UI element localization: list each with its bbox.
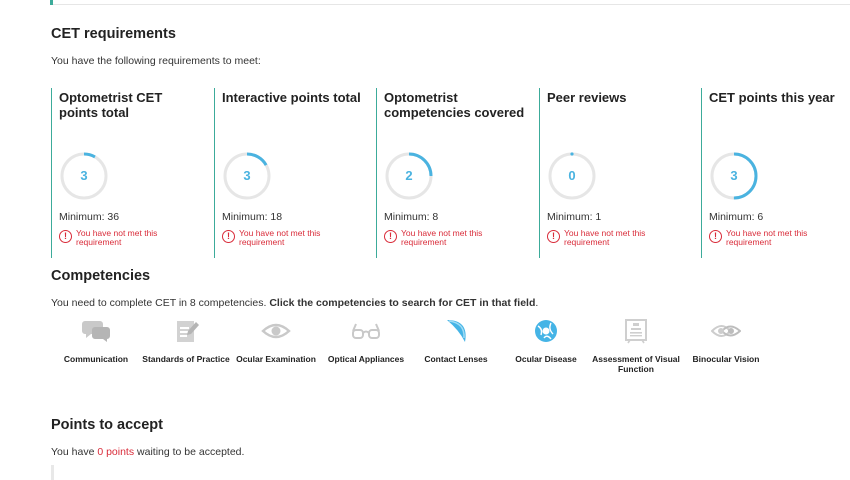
competency-assessment-of-visual-function[interactable] [591, 318, 681, 374]
eye-icon [261, 318, 291, 344]
requirement-card-competencies-covered [376, 88, 526, 258]
requirement-minimum: Minimum: 36 [59, 211, 120, 223]
warning-text: You have not met this requirement [564, 228, 646, 247]
competency-label: Assessment of Visual Function [592, 354, 680, 374]
warning-icon: ! [547, 230, 560, 243]
eye-chart-icon [621, 318, 651, 344]
requirement-warning [384, 229, 524, 247]
requirement-title: Optometrist CET points total [59, 90, 163, 120]
requirement-warning [222, 229, 362, 247]
progress-value: 3 [243, 168, 251, 183]
warning-text: You have not met this requirement [401, 228, 483, 247]
warning-text: You have not met this requirement [76, 228, 158, 247]
competency-label: Contact Lenses [424, 354, 488, 364]
progress-ring [709, 151, 759, 201]
progress-value: 2 [405, 168, 413, 183]
requirement-title: Peer reviews [547, 90, 627, 105]
competency-optical-appliances[interactable] [321, 318, 411, 364]
requirement-minimum: Minimum: 1 [547, 211, 602, 223]
competency-ocular-disease[interactable] [501, 318, 591, 364]
requirement-minimum: Minimum: 18 [222, 211, 283, 223]
competencies-intro [51, 297, 538, 309]
progress-value: 3 [80, 168, 88, 183]
points-to-accept-prefix: You have [51, 446, 98, 458]
progress-value: 3 [730, 168, 738, 183]
progress-ring [384, 151, 434, 201]
requirement-title: Optometrist competencies covered [384, 90, 525, 120]
requirement-title: CET points this year [709, 90, 835, 105]
warning-icon: ! [709, 230, 722, 243]
panel-edge [51, 465, 54, 480]
progress-value: 0 [568, 168, 576, 183]
competency-communication[interactable] [51, 318, 141, 364]
competency-label: Binocular Vision [692, 354, 760, 364]
competencies-heading: Competencies [51, 268, 151, 284]
progress-ring [222, 151, 272, 201]
top-panel-edge [50, 0, 850, 5]
competency-binocular-vision[interactable] [681, 318, 771, 364]
glasses-icon [351, 318, 381, 344]
competency-label: Standards of Practice [142, 354, 230, 364]
requirement-warning [547, 229, 687, 247]
document-edit-icon [171, 318, 201, 344]
diseased-eye-icon [531, 318, 561, 344]
requirement-minimum: Minimum: 6 [709, 211, 764, 223]
progress-ring [59, 151, 109, 201]
binocular-eyes-icon [711, 318, 741, 344]
competency-contact-lenses[interactable] [411, 318, 501, 364]
top-panel-accent [50, 0, 53, 5]
contact-lens-icon [441, 318, 471, 344]
warning-icon: ! [59, 230, 72, 243]
requirement-card-peer-reviews [539, 88, 689, 258]
competency-label: Ocular Examination [236, 354, 316, 364]
warning-text: You have not met this requirement [239, 228, 321, 247]
cet-requirements-intro: You have the following requirements to meet: [51, 55, 261, 67]
warning-icon: ! [384, 230, 397, 243]
requirement-warning [709, 229, 849, 247]
progress-ring [547, 151, 597, 201]
competency-ocular-examination[interactable] [231, 318, 321, 364]
speech-bubbles-icon [81, 318, 111, 344]
pending-points-link[interactable]: 0 points [97, 446, 135, 458]
points-to-accept-suffix: waiting to be accepted. [134, 446, 245, 458]
requirement-title: Interactive points total [222, 90, 361, 105]
warning-icon: ! [222, 230, 235, 243]
points-to-accept-heading: Points to accept [51, 417, 163, 433]
competency-list [51, 318, 781, 378]
cet-requirements-heading: CET requirements [51, 26, 176, 42]
competencies-intro-text: You need to complete CET in 8 competencies. [51, 297, 267, 309]
points-to-accept-text [51, 446, 244, 458]
requirement-warning [59, 229, 199, 247]
competency-label: Ocular Disease [515, 354, 577, 364]
competency-label: Communication [63, 354, 129, 364]
requirement-card-optometrist-cet-points [51, 88, 201, 258]
requirements-grid [51, 88, 850, 258]
competencies-intro-instruction: Click the competencies to search for CET in that field [269, 297, 536, 309]
requirement-card-interactive-points [214, 88, 364, 258]
requirement-minimum: Minimum: 8 [384, 211, 439, 223]
warning-text: You have not met this requirement [726, 228, 808, 247]
competencies-intro-end: . [535, 297, 539, 309]
competency-label: Optical Appliances [327, 354, 405, 364]
competency-standards-of-practice[interactable] [141, 318, 231, 364]
requirement-card-cet-points-this-year [701, 88, 850, 258]
